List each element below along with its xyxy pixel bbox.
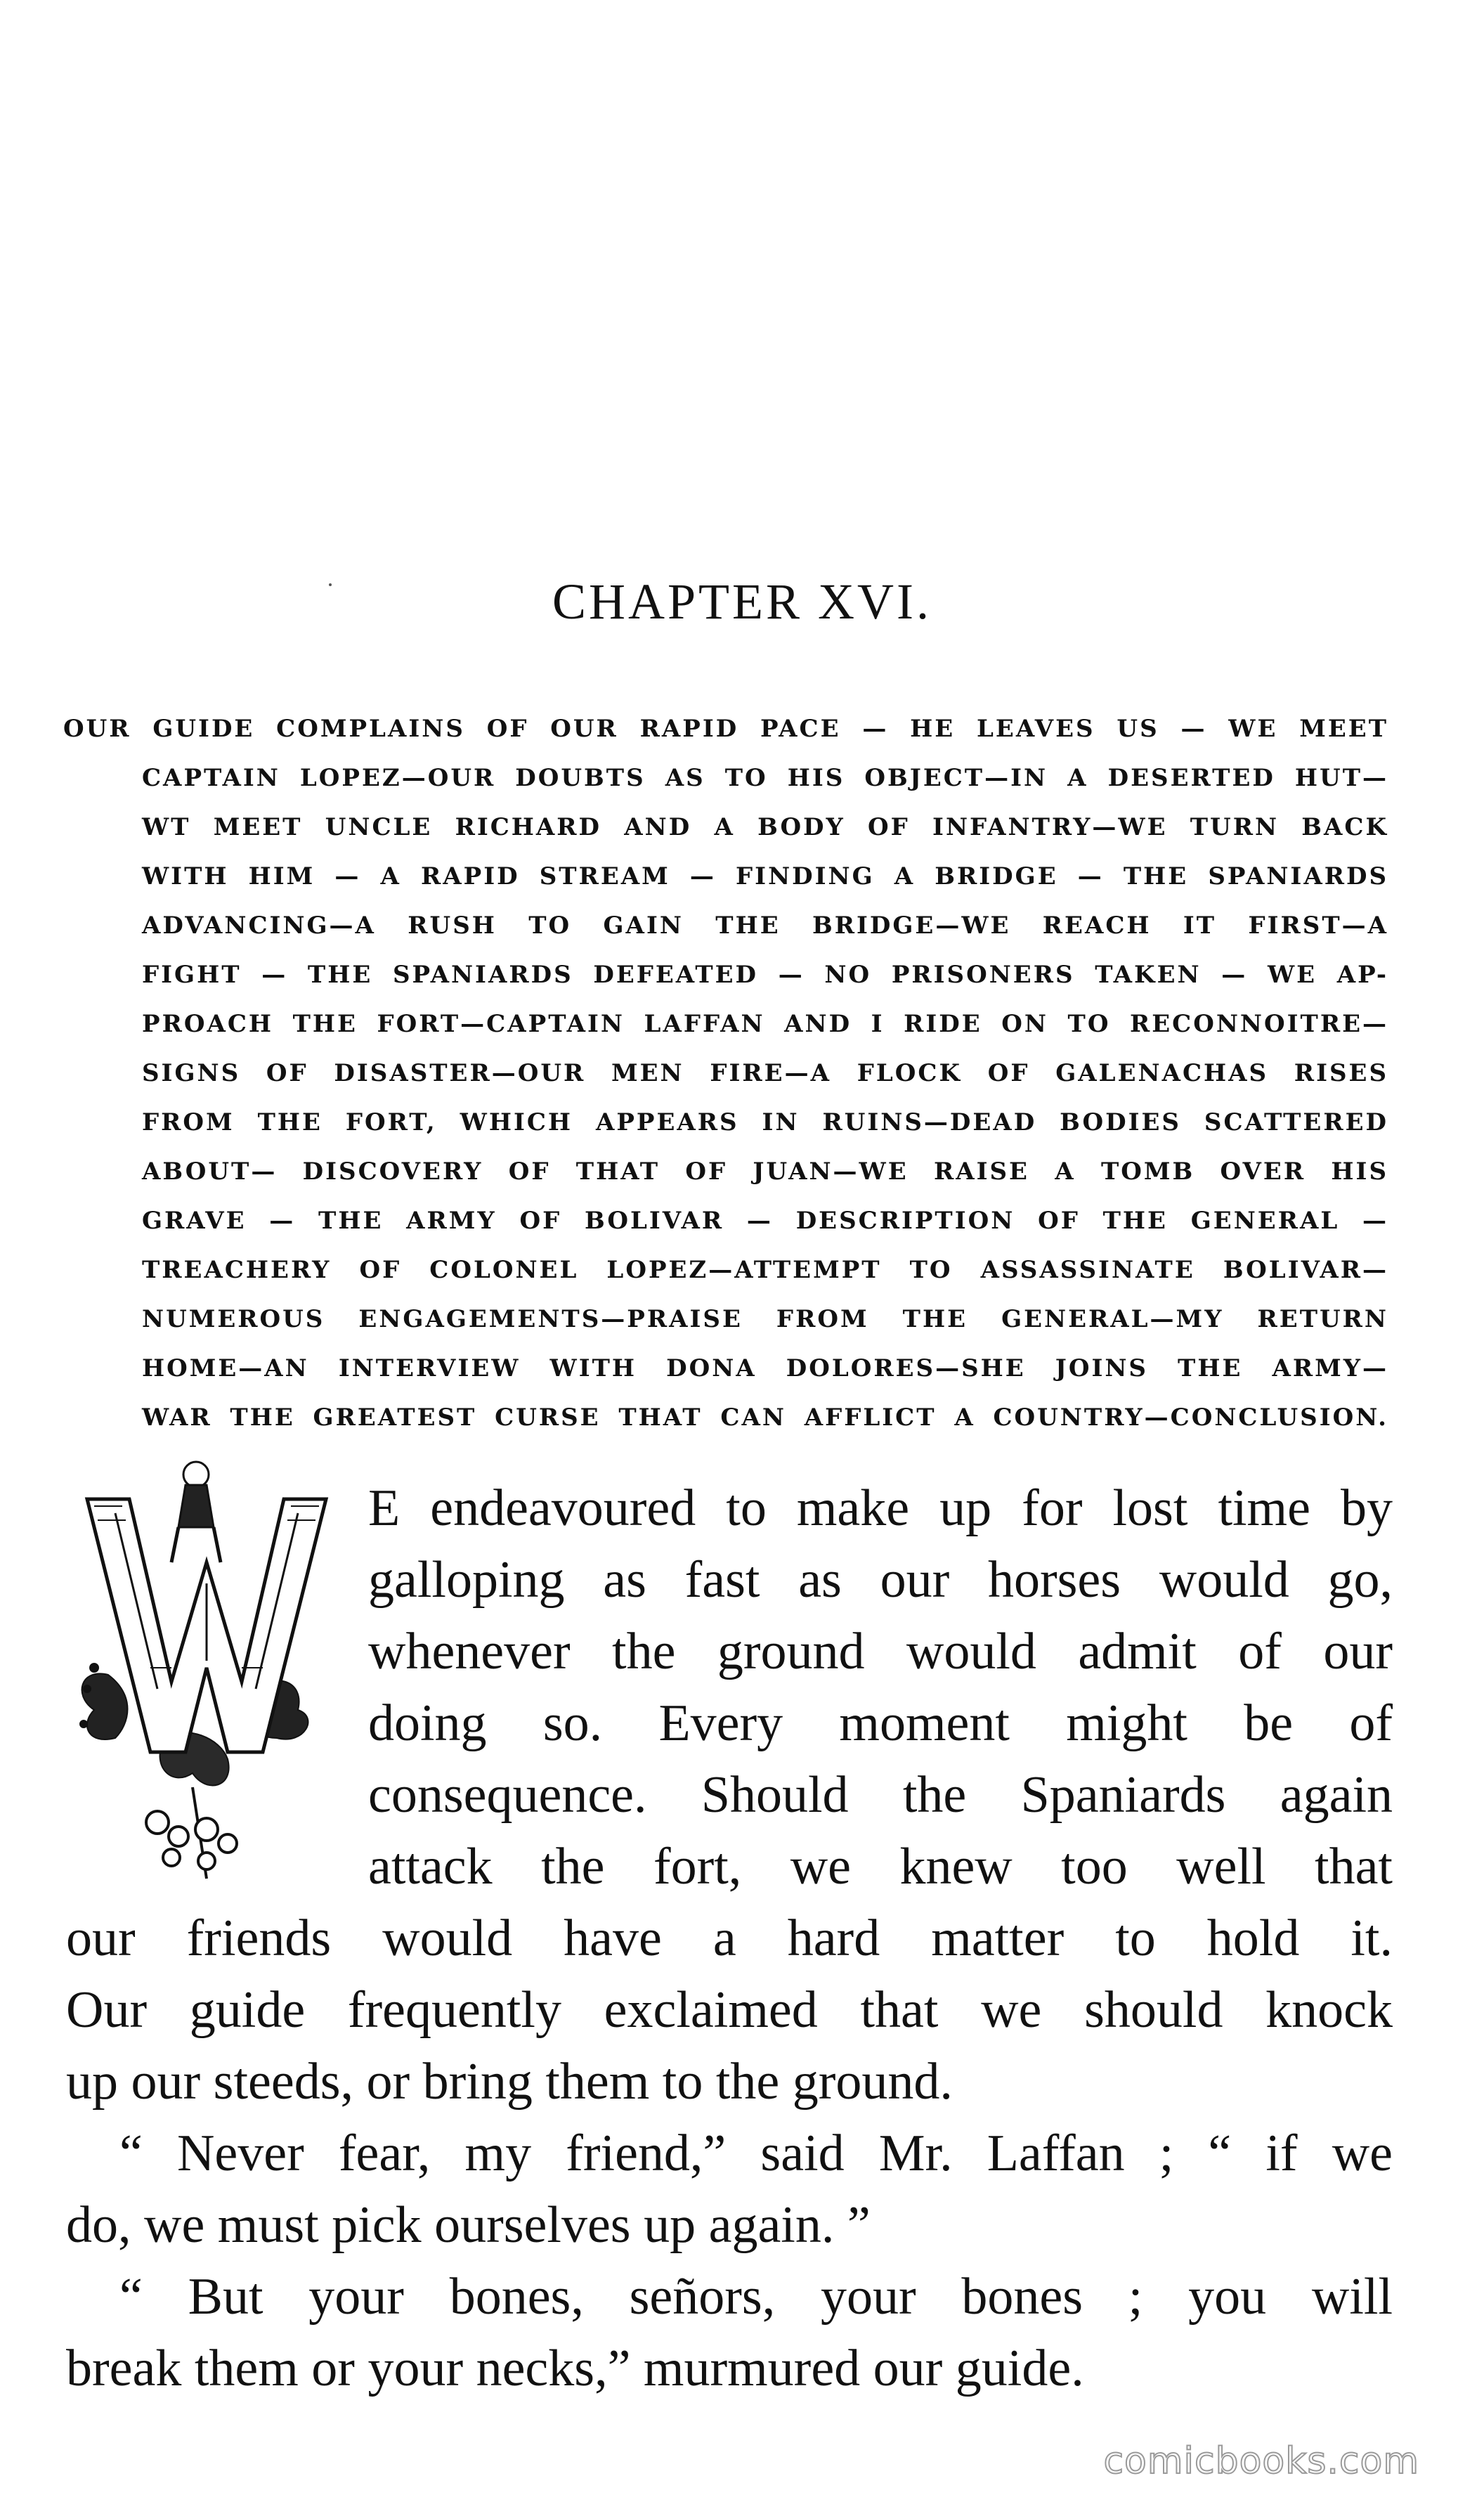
text-line: consequence. Should the Spaniards again <box>368 1766 1393 1824</box>
summary-line: FIGHT — THE SPANIARDS DEFEATED — NO PRISONERS TAKEN — WE AP- <box>142 961 1388 989</box>
text-line: doing so. Every moment might be of <box>368 1694 1393 1752</box>
text-line: “ Never fear, my friend,” said Mr. Laffan ; “ if we <box>119 2125 1393 2182</box>
summary-line: WITH HIM — A RAPID STREAM — FINDING A BRIDGE — THE SPANIARDS <box>142 862 1388 890</box>
summary-line: GRAVE — THE ARMY OF BOLIVAR — DESCRIPTION OF THE GENERAL — <box>142 1207 1388 1235</box>
text-line: up our steeds, or bring them to the ground. <box>66 2053 953 2111</box>
text-line: our friends would have a hard matter to hold it. <box>66 1910 1393 1967</box>
summary-line: NUMEROUS ENGAGEMENTS—PRAISE FROM THE GENERAL—MY RETURN <box>142 1305 1388 1333</box>
text-line: whenever the ground would admit of our <box>368 1623 1393 1680</box>
summary-line: ADVANCING—A RUSH TO GAIN THE BRIDGE—WE REACH IT FIRST—A <box>142 912 1388 940</box>
paragraph-1 <box>66 1472 1393 2118</box>
summary-line: FROM THE FORT, WHICH APPEARS IN RUINS—DEAD BODIES SCATTERED <box>142 1108 1388 1136</box>
summary-line: CAPTAIN LOPEZ—OUR DOUBTS AS TO HIS OBJECT—IN A DESERTED HUT— <box>142 764 1388 792</box>
summary-line: TREACHERY OF COLONEL LOPEZ—ATTEMPT TO ASSASSINATE BOLIVAR— <box>142 1256 1388 1284</box>
summary-line: WAR THE GREATEST CURSE THAT CAN AFFLICT A COUNTRY—CONCLUSION. <box>142 1404 1388 1432</box>
summary-line: PROACH THE FORT—CAPTAIN LAFFAN AND I RIDE ON TO RECONNOITRE— <box>142 1010 1388 1038</box>
paragraph-3 <box>66 2261 1393 2404</box>
chapter-title: CHAPTER XVI. <box>552 573 932 630</box>
text-line: E endeavoured to make up for lost time by <box>368 1479 1393 1537</box>
text-line: galloping as fast as our horses would go, <box>368 1551 1393 1609</box>
text-line: attack the fort, we knew too well that <box>368 1838 1393 1895</box>
summary-line: WT MEET UNCLE RICHARD AND A BODY OF INFANTRY—WE TURN BACK <box>142 813 1388 841</box>
chapter-summary <box>63 704 1388 1442</box>
text-line: Our guide frequently exclaimed that we should knock <box>66 1981 1393 2039</box>
summary-line: OUR GUIDE COMPLAINS OF OUR RAPID PACE — HE LEAVES US — WE MEET <box>63 715 1388 743</box>
text-line: “ But your bones, señors, your bones ; you will <box>119 2268 1393 2326</box>
summary-line: SIGNS OF DISASTER—OUR MEN FIRE—A FLOCK OF GALENACHAS RISES <box>142 1059 1388 1087</box>
summary-line: HOME—AN INTERVIEW WITH DONA DOLORES—SHE JOINS THE ARMY— <box>142 1354 1388 1382</box>
summary-line: ABOUT— DISCOVERY OF THAT OF JUAN—WE RAISE A TOMB OVER HIS <box>142 1158 1388 1186</box>
watermark: comicbooks.com <box>1103 2440 1419 2482</box>
text-line: do, we must pick ourselves up again. ” <box>66 2196 871 2254</box>
text-line: break them or your necks,” murmured our guide. <box>66 2340 1084 2397</box>
paragraph-2 <box>66 2118 1393 2261</box>
body-text <box>66 1472 1393 2404</box>
